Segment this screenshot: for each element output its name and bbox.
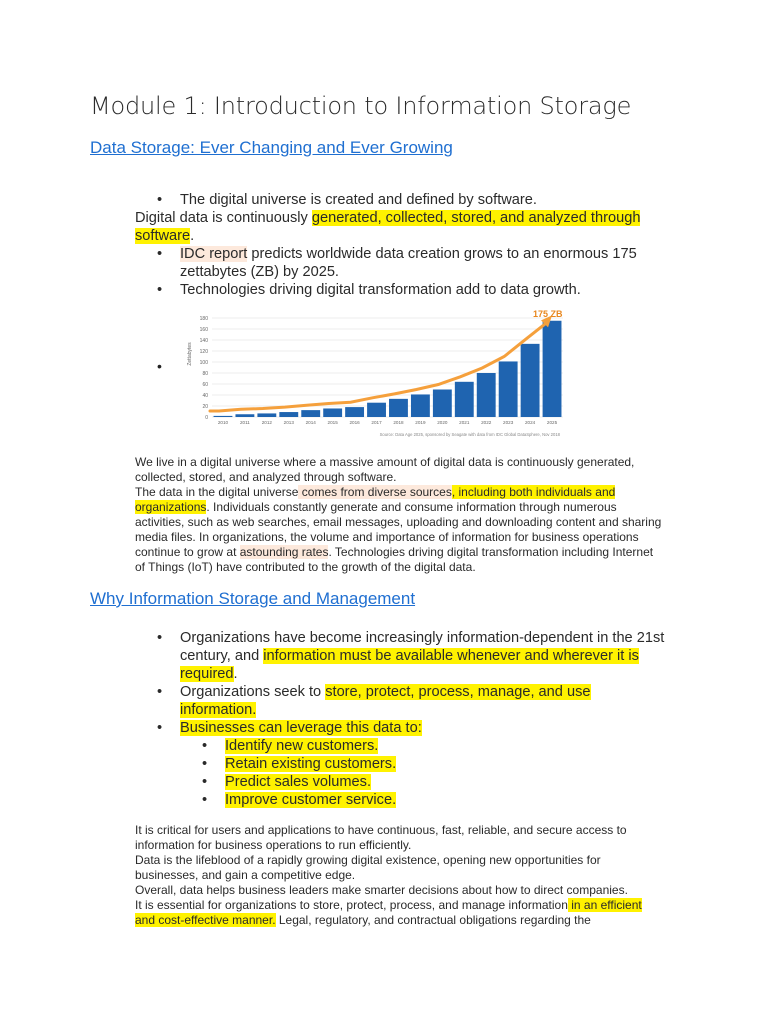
section1-body [135,191,670,299]
bullet-info-dependent: • Organizations have become increasingly information-dependent in the 21st century, and information must be available whenever and wherever it is required. [135,629,670,683]
para-smarter-decisions: Overall, data helps business leaders make smarter decisions about how to direct companies. [135,883,628,897]
y-tick-label: 100 [199,359,208,366]
bar-2015 [323,408,342,417]
data-growth-chart [180,306,570,440]
bar-2020 [433,390,452,418]
bullet-leverage-data: • Businesses can leverage this data to: [135,719,670,737]
bar-2012 [257,413,276,417]
bar-2025 [543,321,562,417]
para-lifeblood: Data is the lifeblood of a rapidly growing digital existence, opening new opportunities for businesses, and gain a competitive edge. [135,853,601,882]
bar-2024 [521,344,540,417]
x-tick-label: 2013 [283,420,294,425]
sub-bullet-predict: • Predict sales volumes. [135,773,670,791]
growth-arrow [210,322,547,411]
x-tick-label: 2016 [349,420,360,425]
x-tick-label: 2021 [459,420,470,425]
y-tick-label: 20 [202,403,208,410]
bar-2016 [345,407,364,417]
x-tick-label: 2011 [239,420,250,425]
y-tick-label: 80 [202,370,208,377]
bar-2019 [411,394,430,417]
bullet-digital-universe: • The digital universe is created and defined by software. [135,191,670,209]
y-tick-label: 140 [199,337,208,344]
x-tick-label: 2025 [546,420,558,425]
y-tick-label: 160 [199,326,208,333]
x-tick-label: 2019 [415,420,426,425]
bar-2014 [301,410,320,417]
section-heading-data-storage[interactable]: Data Storage: Ever Changing and Ever Growing [90,138,453,157]
sub-bullet-improve: • Improve customer service. [135,791,670,809]
page-title: Module 1: Introduction to Information Storage [90,92,632,120]
x-tick-label: 2023 [503,420,514,425]
x-tick-label: 2012 [261,420,272,425]
para-essential: It is essential for organizations to store, protect, process, and manage information in an efficient and cost-effective manner. Legal, regulatory, and contractual obligations regarding the [135,898,642,927]
bar-2023 [499,361,518,417]
x-tick-label: 2010 [217,420,229,425]
x-tick-label: 2014 [305,420,316,425]
x-tick-label: 2022 [481,420,492,425]
chart-bullet: • [157,358,162,374]
bullet-technologies: • Technologies driving digital transformation add to data growth. [135,281,670,299]
chart-annotation: 175 ZB [533,309,563,319]
x-tick-label: 2017 [371,420,382,425]
x-tick-label: 2020 [437,420,448,425]
sub-bullet-retain: • Retain existing customers. [135,755,670,773]
y-tick-label: 40 [202,392,208,399]
digital-data-line: Digital data is continuously generated, collected, stored, and analyzed through software. [135,210,641,244]
y-tick-label: 60 [202,381,208,388]
section2-paragraph [135,823,665,928]
chart-ylabel: Zettabytes [187,342,193,366]
para-digital-universe: We live in a digital universe where a massive amount of digital data is continuously generated, collected, stored, and analyzed through software. [135,455,635,484]
bar-2011 [235,414,254,417]
x-tick-label: 2015 [327,420,338,425]
x-tick-label: 2024 [524,420,536,425]
bar-2013 [279,412,298,417]
section1-paragraph [135,455,665,575]
sub-bullet-identify: • Identify new customers. [135,737,670,755]
chart-source: Source: Data Age 2025, sponsored by Seagate with data from IDC Global DataSphere, Nov 2018 [379,432,560,437]
y-tick-label: 180 [199,315,208,322]
bar-2017 [367,403,386,417]
section2-body [135,629,670,809]
bar-2010 [214,416,233,417]
bullet-idc-report: • IDC report predicts worldwide data creation grows to an enormous 175 zettabytes (ZB) by 2025. [135,245,670,281]
bar-2021 [455,382,474,417]
y-tick-label: 0 [205,414,208,421]
bar-2018 [389,399,408,417]
x-tick-label: 2018 [393,420,404,425]
para-critical-access: It is critical for users and applications to have continuous, fast, reliable, and secure access to information for business operations to run efficiently. [135,823,627,852]
section-heading-why-storage[interactable]: Why Information Storage and Management [90,589,416,608]
bar-2022 [477,373,496,417]
y-tick-label: 120 [199,348,208,355]
para-data-sources: The data in the digital universe comes from diverse sources, including both individuals and organizations. Individuals constantly generate and consume information through numerous activities, such as web searches, email messages, uploading and downloading content and sharing media files. In organizations, the volume and importance of information for business operations continue to grow at astounding rates. Technologies driving digital transformation including Internet of Things (IoT) have contributed to the growth of the digital data. [135,485,662,574]
bullet-organizations-seek: • Organizations seek to store, protect, process, manage, and use information. [135,683,670,719]
